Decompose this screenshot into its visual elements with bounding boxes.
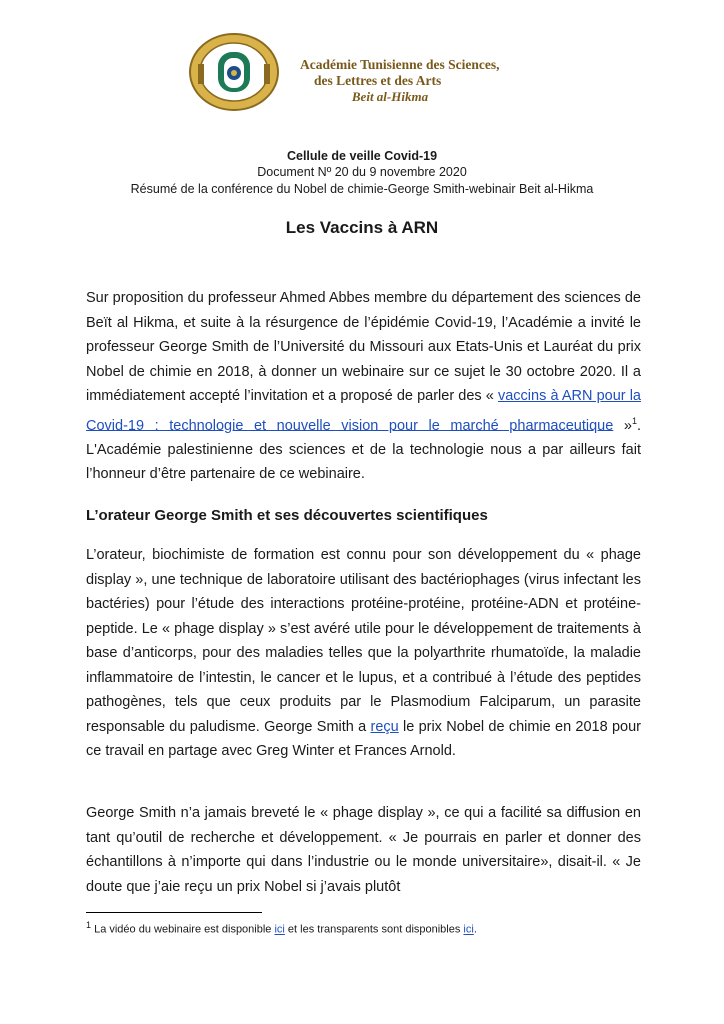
org-line-3: Beit al-Hikma bbox=[351, 89, 429, 104]
document-subtitle: Résumé de la conférence du Nobel de chimie-George Smith-webinair Beit al-Hikma bbox=[130, 182, 594, 196]
paragraph-speaker-text: L’orateur, biochimiste de formation est connu pour son développement du « phage display », une technique de laboratoire utilisant des bactériophages (virus infectant les bactéries) pour l’étude des interactions protéine-protéine, protéine-ADN et protéine-peptide. Le « phage display » s’est avéré utile pour le développement de traitements à base d’anticorps, pour des maladies telles que la polyarthrite rhumatoïde, la maladie inflammatoire de l’intestin, le cancer et le lupus, et a contribué à l’étude des peptides pathogènes, tels que ceux produits par le Plasmodium Falciparum, un parasite responsable du paludisme. George Smith a bbox=[86, 547, 641, 735]
paragraph-speaker-text-end: le prix Nobel de chimie en 2018 pour ce travail en partage avec Greg Winter et Frances Arnold. bbox=[86, 718, 641, 759]
paragraph-intro-text-end: . L'Académie palestinienne des sciences et de la technologie nous a par ailleurs fait l’honneur d’être partenaire de ce webinaire. bbox=[86, 417, 641, 483]
paragraph-intro-text: Sur proposition du professeur Ahmed Abbes membre du département des sciences de Beït al Hikma, et suite à la résurgence de l’épidémie Covid-19, l’Académie a invité le professeur George Smith de l’Université du Missouri aux Etats-Unis et Lauréat du prix Nobel de chimie en 2018, à donner un webinaire sur ce sujet le 30 octobre 2020. Il a immédiatement accepté l’invitation et a proposé de parler des « bbox=[86, 290, 641, 404]
section-heading: L’orateur George Smith et ses découvertes scientifiques bbox=[86, 507, 488, 524]
paragraph-intro-quote-close: » bbox=[613, 417, 632, 434]
footnote-text: La vidéo du webinaire est disponible bbox=[91, 923, 275, 936]
page-title: Les Vaccins à ARN bbox=[285, 218, 439, 237]
footnote-text-mid: et les transparents sont disponibles bbox=[284, 923, 464, 936]
cell-title: Cellule de veille Covid-19 bbox=[286, 149, 438, 163]
footnote-text-end: . bbox=[473, 923, 477, 936]
footnote-divider bbox=[86, 912, 262, 913]
org-line-2: des Lettres et des Arts bbox=[314, 73, 442, 88]
paragraph-patent: George Smith n’a jamais breveté le « phage display », ce qui a facilité sa diffusion en tant qu’outil de recherche et développement. « Je pourrais en parler et donner des échantillons à n’importe qui dans l’industrie ou le monde universitaire», disait-il. « Je doute que j’aie reçu un prix Nobel si j’avais plutôt bbox=[86, 805, 641, 895]
video-link[interactable]: ici bbox=[274, 923, 285, 936]
document-number: Document Nº 20 du 9 novembre 2020 bbox=[257, 165, 467, 179]
academy-logo bbox=[184, 30, 296, 114]
footnote-number: 1 bbox=[86, 920, 92, 930]
footnote bbox=[86, 920, 477, 936]
organization-name bbox=[300, 57, 540, 105]
webinar-title-link[interactable]: vaccins à ARN pour la Covid-19 : technologie et nouvelle vision pour le marché pharmaceutique bbox=[86, 388, 641, 434]
org-line-1: Académie Tunisienne des Sciences, bbox=[300, 57, 500, 72]
footnote-ref: 1 bbox=[631, 415, 637, 426]
paragraph-speaker bbox=[86, 543, 641, 764]
slides-link[interactable]: ici bbox=[463, 923, 474, 936]
paragraph-intro bbox=[86, 286, 641, 487]
nobel-link[interactable]: reçu bbox=[370, 718, 399, 735]
